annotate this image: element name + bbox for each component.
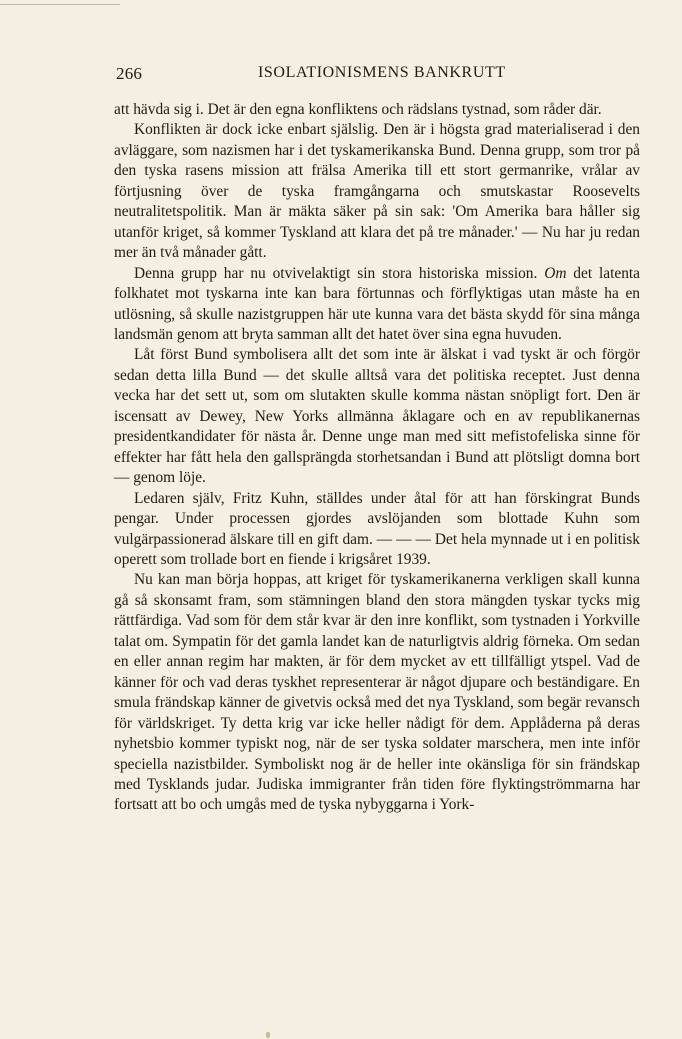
paragraph-2-text: Konflikten är dock icke enbart själslig. Den är i högsta grad materialiserad i den avläggare, som nazismen har i det tyskamerikanska Bund. Denna grupp, som tror på den tyska rasens mission att frälsa Amerika till ett stort germanrike, vrålar av förtjusning över de tyska framgångarna och smutskastar Roosevelts neutralitetspolitik. Man är mäkta säker på sin sak: 'Om Amerika bara håller sig utanför kriget, så kommer Tyskland att klara det på tre månader.' — Nu har ju redan mer än två månader gått.: [114, 121, 640, 262]
paragraph-3-text-b: det latenta folkhatet mot tyskarna inte kan bara förtunnas och förflyktigas utan måste ha en utlösning, så skulle nazistgruppen här ute kunna vara det bästa skydd för sina många landsmän genom att bryta samman allt det hatet över sina egna huvuden.: [114, 264, 640, 343]
paragraph-4: [114, 345, 640, 488]
paragraph-3-text-a: Denna grupp har nu otvivelaktigt sin stora historiska mission.: [134, 264, 545, 282]
paragraph-5: [114, 489, 640, 571]
paragraph-6: [114, 570, 640, 815]
paragraph-5-text: Ledaren själv, Fritz Kuhn, ställdes under åtal för att han förskingrat Bunds pengar. Under processen gjordes avslöjanden som blottade Kuhn som vulgärpassionerad älskare till en gift dam. — — — Det hela mynnade ut i en politisk operett som trollade bort en fiende i krigsåret 1939.: [114, 489, 640, 568]
paragraph-3-emphasis: Om: [544, 264, 567, 282]
scan-edge-mark: [0, 4, 120, 5]
paragraph-6-text: Nu kan man börja hoppas, att kriget för tyskamerikanerna verkligen skall kunna gå så skonsamt fram, som stämningen bland den stora mängden tyskar tycks mig rättfärdiga. Vad som för dem står kvar är den inre konflikt, som tystnaden i Yorkville talat om. Sympatin för det gamla landet kan de naturligtvis aldrig förneka. Om sedan en eller annan regim har makten, är för dem mycket av ett tillfälligt ytspel. Vad de känner för och vad deras tyskhet representerar är något djupare och beständigare. En smula frändskap känner de givetvis också med det nya Tyskland, som begär revansch för världskriget. Ty detta krig var icke heller nådigt för dem. Applåderna på deras nyhetsbio kommer typiskt nog, när de ser tyska soldater marschera, men inte inför speciella nazistbilder. Symboliskt nog är de heller inte okänsliga för sin frändskap med Tysklands judar. Judiska immigranter från tiden före flyktingströmmarna har fortsatt att bo och umgås med de tyska nybyggarna i York-: [114, 571, 640, 814]
paragraph-1-text: att hävda sig i. Det är den egna konfliktens och rädslans tystnad, som råder där.: [114, 101, 602, 118]
scan-spot-mark: [266, 1032, 270, 1038]
paragraph-2: [114, 120, 640, 263]
body-text: [114, 100, 640, 816]
paragraph-1: [114, 100, 640, 120]
running-title: ISOLATIONISMENS BANKRUTT: [258, 64, 506, 81]
running-header: [116, 64, 556, 86]
paragraph-4-text: Låt först Bund symbolisera allt det som inte är älskat i vad tyskt är och förgör sedan detta lilla Bund — det skulle alltså vara det politiska receptet. Just denna vecka har det sett ut, som om slutakten skulle komma nästan snöpligt fort. Den är iscensatt av Dewey, New Yorks allmänna åklagare och en av republikanernas presidentkandidater för nästa år. Denne unge man med sitt mefistofeliska sinne för effekter har fått hela den gallsprängda storhetsandan i Bund att plötsligt domna bort — genom löje.: [114, 346, 640, 487]
page-number: 266: [116, 64, 143, 83]
paragraph-3: [114, 264, 640, 346]
